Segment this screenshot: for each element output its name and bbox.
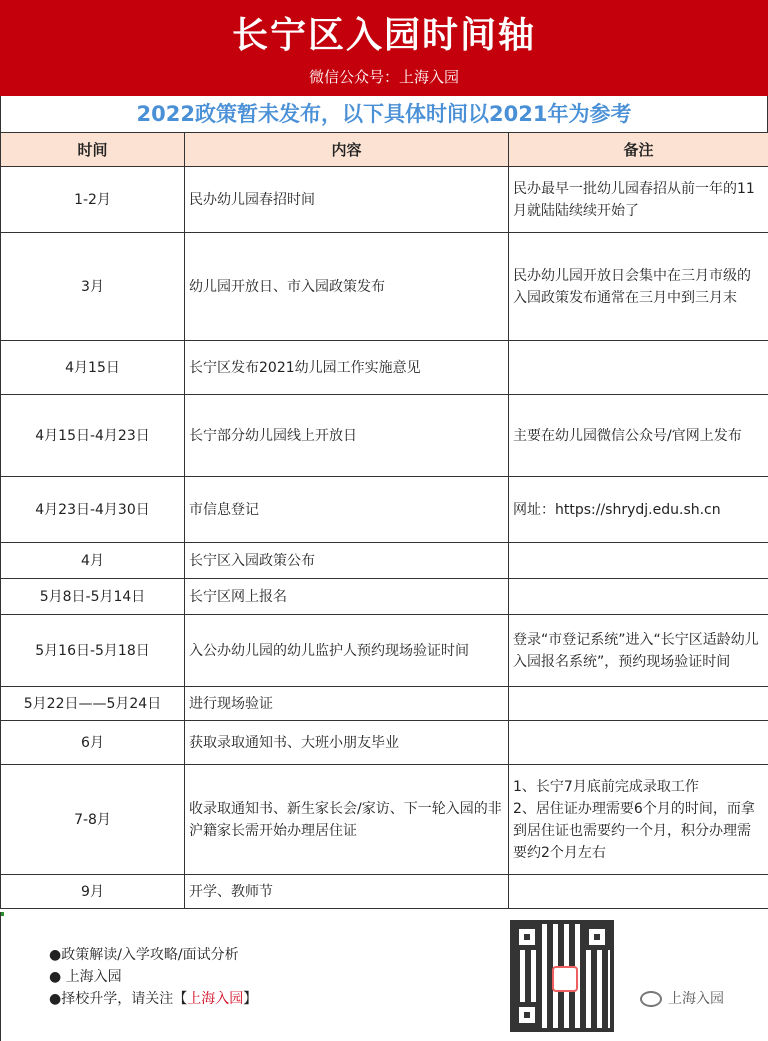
row-content: 入公办幼儿园的幼儿监护人预约现场验证时间 bbox=[185, 615, 509, 687]
qr-finder-bottom-left bbox=[514, 1002, 540, 1028]
row-time: 4月15日 bbox=[1, 341, 185, 395]
header-banner bbox=[0, 0, 768, 96]
table-header-row bbox=[1, 133, 768, 167]
row-note bbox=[509, 687, 768, 721]
table-row bbox=[1, 543, 768, 579]
table-row bbox=[1, 615, 768, 687]
wechat-icon bbox=[640, 991, 662, 1007]
row-note: 1、长宁7月底前完成录取工作 2、居住证办理需要6个月的时间，而拿到居住证也需要约一个月，积分办理需要约2个月左右 bbox=[509, 765, 768, 875]
row-note bbox=[509, 341, 768, 395]
row-content: 长宁区入园政策公布 bbox=[185, 543, 509, 579]
row-content: 长宁区网上报名 bbox=[185, 579, 509, 615]
wechat-account-name: 上海入园 bbox=[668, 991, 724, 1007]
row-time: 5月16日-5月18日 bbox=[1, 615, 185, 687]
bullet-follow-highlight: 上海入园 bbox=[187, 991, 244, 1007]
row-content: 民办幼儿园春招时间 bbox=[185, 167, 509, 233]
footer bbox=[0, 912, 768, 1041]
row-content: 长宁部分幼儿园线上开放日 bbox=[185, 395, 509, 477]
row-content bbox=[185, 765, 509, 875]
column-header-content: 内容 bbox=[185, 133, 509, 167]
bullet-follow-suffix: 】 bbox=[243, 991, 258, 1007]
row-note: 民办最早一批幼儿园春招从前一年的11月就陆陆续续开始了 bbox=[509, 167, 768, 233]
row-note bbox=[509, 721, 768, 765]
row-time: 7-8月 bbox=[1, 765, 185, 875]
qr-logo-icon bbox=[552, 966, 578, 992]
table-row bbox=[1, 341, 768, 395]
qr-code bbox=[510, 920, 614, 1032]
row-note: 主要在幼儿园微信公众号/官网上发布 bbox=[509, 395, 768, 477]
qr-finder-top-right bbox=[584, 924, 610, 950]
bullet-follow bbox=[49, 988, 257, 1010]
row-note bbox=[509, 579, 768, 615]
row-time: 4月 bbox=[1, 543, 185, 579]
row-time: 4月15日-4月23日 bbox=[1, 395, 185, 477]
table-row bbox=[1, 477, 768, 543]
row-note bbox=[509, 543, 768, 579]
column-header-time: 时间 bbox=[1, 133, 185, 167]
row-time: 5月22日——5月24日 bbox=[1, 687, 185, 721]
row-content: 市信息登记 bbox=[185, 477, 509, 543]
wechat-watermark bbox=[640, 988, 724, 1008]
row-time: 6月 bbox=[1, 721, 185, 765]
row-content-text: 收录取通知书、新生家长会/家访、下一轮入园的非沪籍家长需开始办理居住证 bbox=[189, 800, 502, 839]
table-row bbox=[1, 579, 768, 615]
row-time: 3月 bbox=[1, 233, 185, 341]
row-content: 长宁区发布2021幼儿园工作实施意见 bbox=[185, 341, 509, 395]
page-subtitle: 微信公众号：上海入园 bbox=[308, 68, 459, 86]
table-row bbox=[1, 687, 768, 721]
row-content: 获取录取通知书、大班小朋友毕业 bbox=[185, 721, 509, 765]
row-note: 网址：https://shrydj.edu.sh.cn bbox=[509, 477, 768, 543]
table-row bbox=[1, 765, 768, 875]
row-note: 民办幼儿园开放日会集中在三月市级的入园政策发布通常在三月中到三月末 bbox=[509, 233, 768, 341]
row-time: 5月8日-5月14日 bbox=[1, 579, 185, 615]
bullet-follow-prefix: ●择校升学，请关注【 bbox=[49, 991, 188, 1007]
row-time: 9月 bbox=[1, 875, 185, 909]
footer-bullets bbox=[49, 944, 257, 1010]
page-title: 长宁区入园时间轴 bbox=[231, 15, 536, 56]
table-row bbox=[1, 875, 768, 909]
table-row bbox=[1, 721, 768, 765]
qr-finder-top-left bbox=[514, 924, 540, 950]
row-note: 登录“市登记系统”进入“长宁区适龄幼儿入园报名系统”，预约现场验证时间 bbox=[509, 615, 768, 687]
row-time: 4月23日-4月30日 bbox=[1, 477, 185, 543]
column-header-note: 备注 bbox=[509, 133, 768, 167]
table-row bbox=[1, 395, 768, 477]
bullet-account: ● 上海入园 bbox=[49, 969, 122, 985]
row-content: 幼儿园开放日、市入园政策发布 bbox=[185, 233, 509, 341]
row-time: 1-2月 bbox=[1, 167, 185, 233]
bullet-policy: ●政策解读/入学攻略/面试分析 bbox=[49, 947, 239, 963]
row-content: 进行现场验证 bbox=[185, 687, 509, 721]
row-note bbox=[509, 875, 768, 909]
row-content: 开学、教师节 bbox=[185, 875, 509, 909]
table-row bbox=[1, 233, 768, 341]
policy-notice: 2022政策暂未发布，以下具体时间以2021年为参考 bbox=[0, 96, 768, 132]
timeline-table bbox=[0, 132, 768, 909]
table-row bbox=[1, 167, 768, 233]
